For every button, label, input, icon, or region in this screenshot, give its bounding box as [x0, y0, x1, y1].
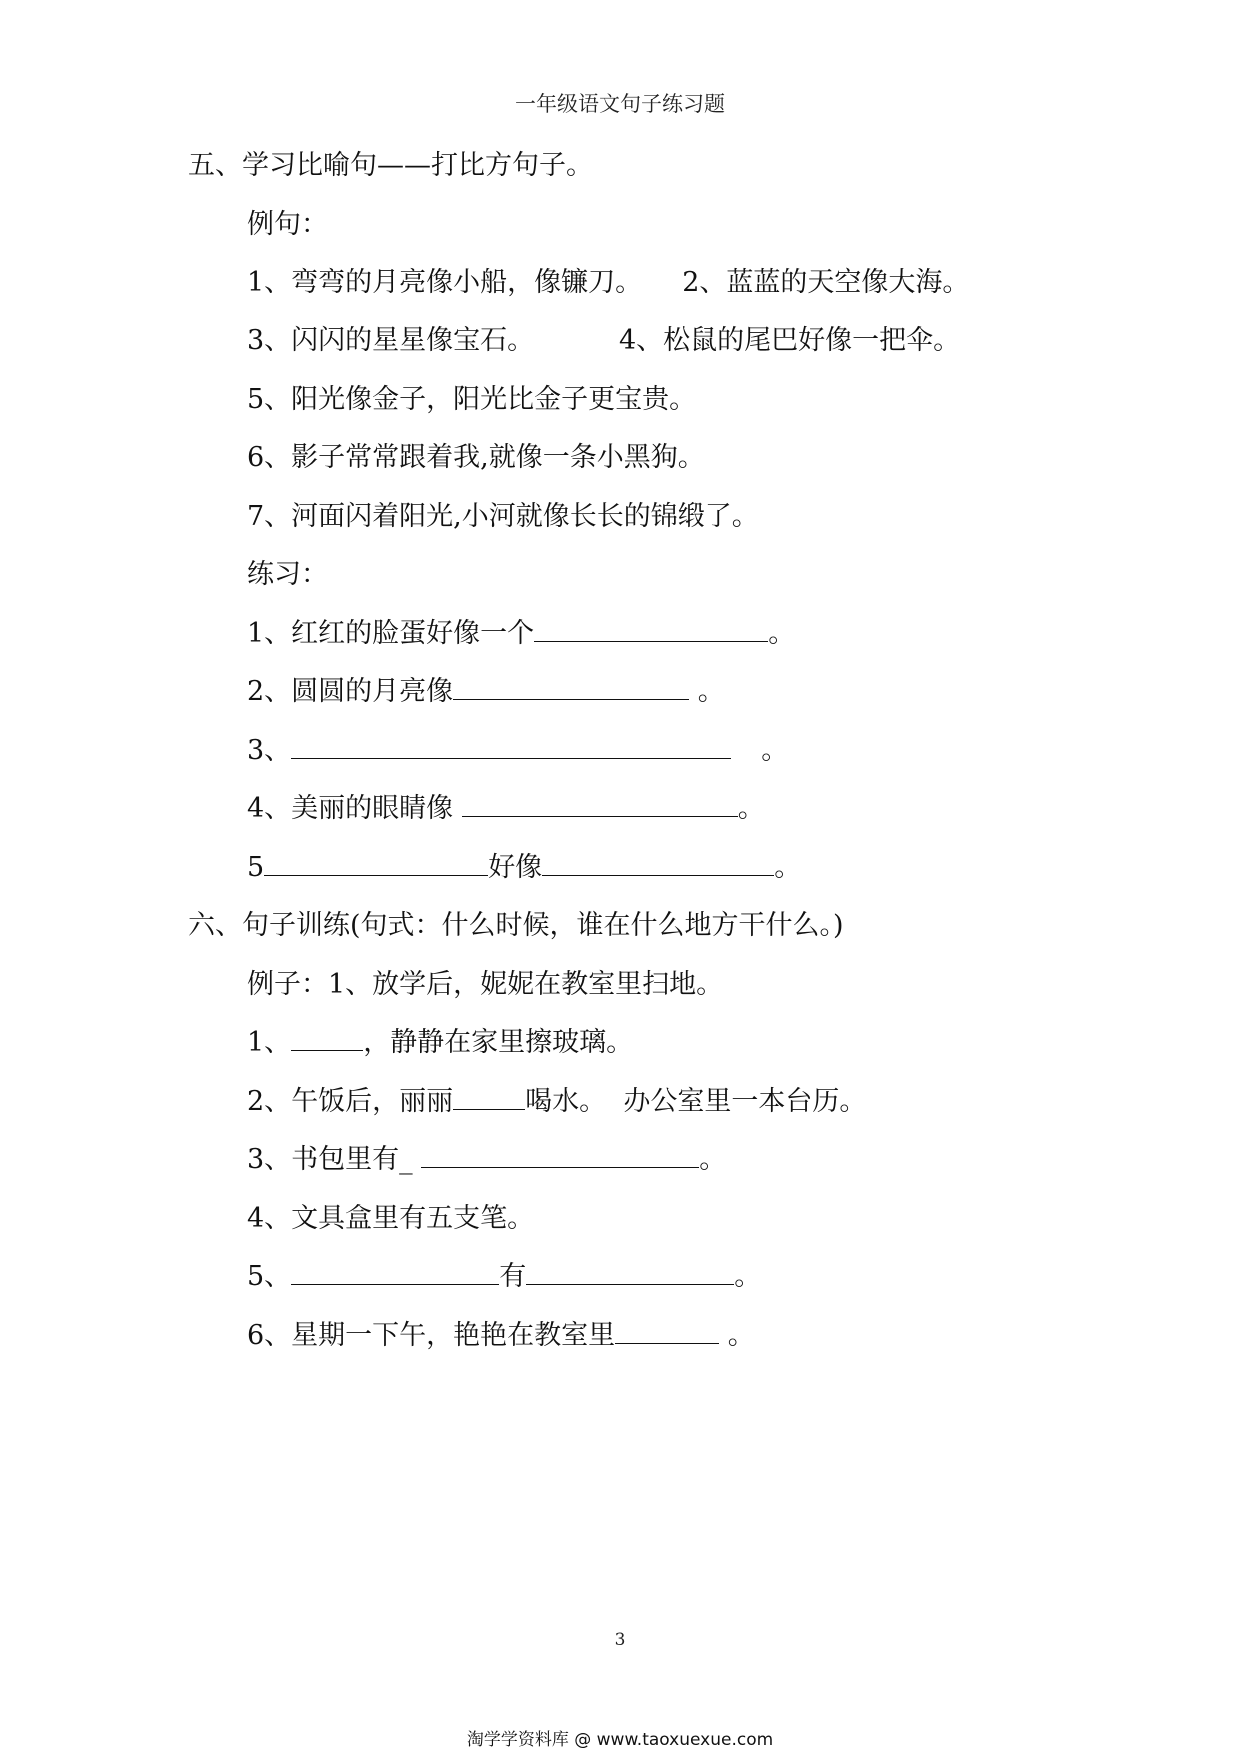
- prompt-text: 。: [761, 735, 789, 766]
- prompt-text: 1、: [247, 1027, 292, 1058]
- practice-item: [247, 614, 795, 654]
- prompt-text: 。: [734, 1261, 762, 1292]
- prompt-text: 4、美丽的眼睛像: [247, 793, 462, 824]
- answer-blank[interactable]: [462, 790, 738, 817]
- exercise-item: [247, 1257, 761, 1297]
- page-header-title: 一年级语文句子练习题: [515, 92, 725, 116]
- answer-blank[interactable]: [534, 615, 768, 642]
- example-item: [247, 321, 534, 361]
- prompt-text: 5: [247, 852, 265, 883]
- prompt-text: 。: [774, 852, 802, 883]
- prompt-text: ，静静在家里擦玻璃。: [363, 1027, 634, 1058]
- prompt-text: 。: [737, 793, 765, 824]
- exercise-item: [247, 1082, 866, 1122]
- prompt-text: 。: [768, 618, 796, 649]
- answer-blank[interactable]: [453, 1083, 525, 1110]
- example-sentence: 例子：1、放学后，妮妮在教室里扫地。: [247, 969, 724, 1000]
- answer-blank[interactable]: [615, 1317, 719, 1344]
- practice-item: [247, 672, 725, 712]
- example-item: 7、河面闪着阳光,小河就像长长的锦缎了。: [247, 501, 759, 532]
- prompt-text: 6、星期一下午，艳艳在教室里: [247, 1320, 616, 1351]
- answer-blank[interactable]: [453, 673, 689, 700]
- prompt-text: 。: [699, 1144, 727, 1175]
- answer-blank[interactable]: [291, 732, 731, 759]
- practice-item: [247, 789, 765, 829]
- prompt-text: 1、红红的脸蛋好像一个: [247, 618, 535, 649]
- answer-blank[interactable]: [542, 849, 774, 876]
- exercise-item: [247, 1023, 633, 1063]
- exercise-item: [247, 1316, 755, 1356]
- example-item: [619, 321, 960, 361]
- prompt-text: 。: [719, 1320, 755, 1351]
- prompt-text: 5、: [247, 1261, 292, 1292]
- prompt-text: 2、圆圆的月亮像: [247, 676, 454, 707]
- example-item: 5、阳光像金子，阳光比金子更宝贵。: [247, 384, 697, 415]
- practice-label: 练习：: [247, 559, 328, 590]
- prompt-text: 3、: [247, 735, 292, 766]
- answer-blank[interactable]: [291, 1258, 499, 1285]
- prompt-text: 。: [689, 676, 725, 707]
- page-number: 3: [614, 1630, 626, 1650]
- prompt-text: 3、书包里有_: [247, 1144, 422, 1175]
- answer-blank[interactable]: [264, 849, 488, 876]
- example-text: 1、弯弯的月亮像小船，像镰刀。: [247, 267, 643, 298]
- practice-item: [247, 731, 788, 771]
- footer-watermark: 淘学学资料库 @ www.taoxuexue.com: [466, 1730, 774, 1750]
- practice-item: [247, 848, 801, 888]
- prompt-text: 好像: [488, 852, 543, 883]
- answer-blank[interactable]: [526, 1258, 734, 1285]
- exercise-item: [247, 1140, 726, 1180]
- example-text: 2、蓝蓝的天空像大海。: [682, 267, 970, 298]
- section-6-heading: 六、句子训练(句式：什么时候，谁在什么地方干什么。): [188, 910, 844, 941]
- example-text: 3、闪闪的星星像宝石。: [247, 325, 535, 356]
- prompt-text: 喝水。 办公室里一本台历。: [525, 1086, 867, 1117]
- prompt-text: 2、午饭后，丽丽: [247, 1086, 454, 1117]
- answer-blank[interactable]: [291, 1024, 363, 1051]
- prompt-text: 有: [499, 1261, 527, 1292]
- section-5-heading: 五、学习比喻句——打比方句子。: [188, 150, 593, 181]
- example-item: 6、影子常常跟着我,就像一条小黑狗。: [247, 442, 705, 473]
- example-label: 例句：: [247, 209, 328, 240]
- example-text: 4、松鼠的尾巴好像一把伞。: [619, 325, 961, 356]
- exercise-item: 4、文具盒里有五支笔。: [247, 1203, 535, 1234]
- answer-blank[interactable]: [421, 1141, 699, 1168]
- example-item: [247, 263, 969, 303]
